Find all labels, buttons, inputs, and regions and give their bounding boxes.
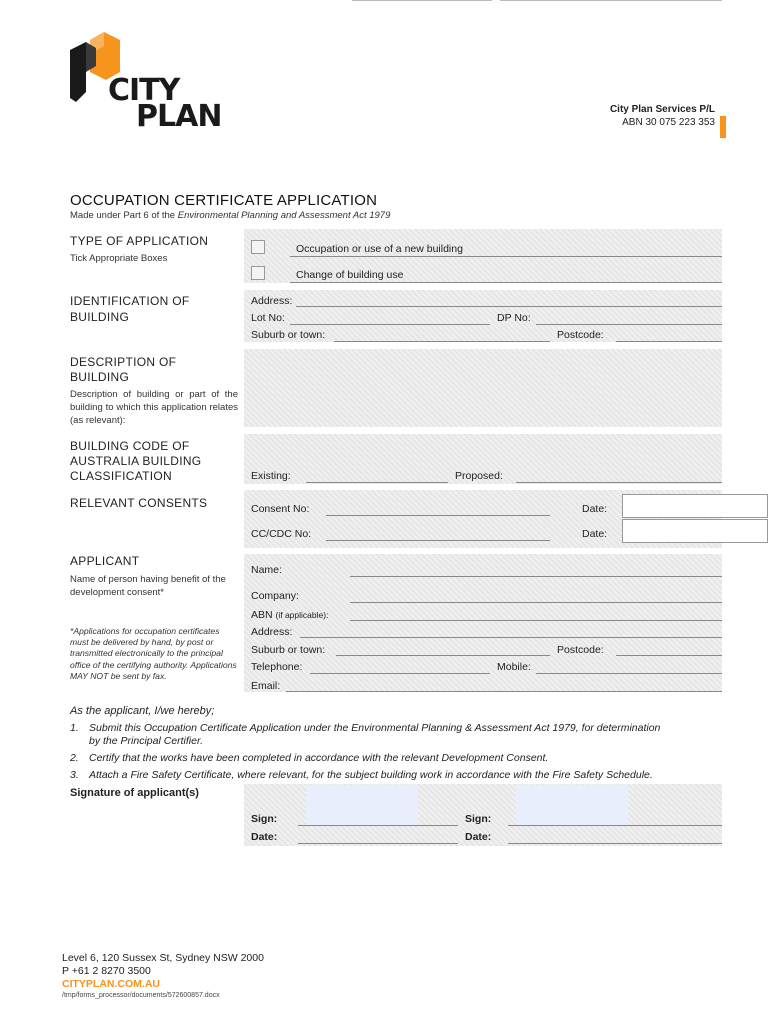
subtitle-act: Environmental Planning and Assessment Act 1979	[177, 210, 391, 221]
proposed-label: Proposed:	[455, 470, 503, 482]
type-section-label: TYPE OF APPLICATION	[70, 234, 209, 248]
postcode-input[interactable]	[616, 341, 722, 342]
dp-no-label: DP No:	[497, 312, 531, 324]
classification-label-1: BUILDING CODE OF	[70, 439, 190, 453]
lot-no-input[interactable]	[290, 324, 490, 325]
date-label-1: Date:	[251, 831, 278, 843]
company-name: City Plan Services P/L	[609, 104, 715, 115]
declaration-item1-line2: by the Principal Certifier.	[89, 735, 203, 747]
option-new-building: Occupation or use of a new building	[296, 243, 463, 255]
sign-box-2[interactable]	[516, 785, 628, 825]
telephone-label: Telephone:	[251, 661, 303, 673]
abn-text: ABN	[251, 609, 273, 621]
description-label-2: BUILDING	[70, 370, 130, 384]
cc-no-label: CC/CDC No:	[251, 528, 312, 540]
mobile-input[interactable]	[536, 673, 722, 674]
applicant-postcode-label: Postcode:	[557, 644, 604, 656]
page-subtitle	[70, 210, 390, 221]
telephone-input[interactable]	[310, 673, 490, 674]
suburb-label: Suburb or town:	[251, 329, 326, 341]
abn-input[interactable]	[350, 620, 722, 621]
checkbox-new-building[interactable]	[251, 240, 265, 254]
declaration-item2: Certify that the works have been completed in accordance with the relevant Development Consent.	[89, 752, 549, 764]
address-input[interactable]	[296, 306, 722, 307]
top-rule-right	[500, 0, 722, 1]
classification-label-2: AUSTRALIA BUILDING	[70, 454, 202, 468]
applicant-note: Name of person having benefit of the development consent*	[70, 574, 226, 598]
abn-label	[251, 609, 328, 621]
top-rule-left	[352, 0, 492, 1]
accent-bar	[720, 116, 726, 138]
identification-label-1: IDENTIFICATION OF	[70, 294, 190, 308]
option1-underline	[290, 256, 722, 257]
logo-line-2: PLAN	[136, 99, 222, 134]
footer-website[interactable]: CITYPLAN.COM.AU	[62, 978, 160, 990]
applicant-suburb-label: Suburb or town:	[251, 644, 326, 656]
consent-no-input[interactable]	[326, 515, 550, 516]
lot-no-label: Lot No:	[251, 312, 285, 324]
cc-date-input[interactable]	[622, 519, 768, 543]
consent-date-input[interactable]	[622, 494, 768, 518]
declaration-item3: Attach a Fire Safety Certificate, where relevant, for the subject building work in accordance with the Fire Safety Schedule.	[89, 769, 653, 781]
cc-date-label: Date:	[582, 528, 608, 540]
name-input[interactable]	[350, 576, 722, 577]
existing-input[interactable]	[306, 482, 448, 483]
subtitle-prefix: Made under Part 6 of the	[70, 210, 178, 221]
description-input[interactable]	[244, 349, 722, 427]
footer-filepath: /tmp/forms_processor/documents/572600857.docx	[62, 992, 220, 999]
company-label: Company:	[251, 590, 299, 602]
sign-line-2	[508, 825, 722, 826]
classification-label-3: CLASSIFICATION	[70, 469, 172, 483]
description-note: Description of building or part of the building to which this application relates (as relevant):	[70, 389, 238, 426]
sign-date-input-1[interactable]	[298, 843, 458, 844]
consent-no-label: Consent No:	[251, 503, 310, 515]
declaration-item1-num: 1.	[70, 722, 79, 734]
footer-phone: P +61 2 8270 3500	[62, 965, 151, 977]
address-label: Address:	[251, 295, 293, 307]
consents-label: RELEVANT CONSENTS	[70, 496, 208, 510]
company-input[interactable]	[350, 602, 722, 603]
applicant-address-label: Address:	[251, 626, 293, 638]
type-section-note: Tick Appropriate Boxes	[70, 253, 168, 264]
dp-no-input[interactable]	[536, 324, 722, 325]
sign-label-1: Sign:	[251, 813, 278, 825]
date-label-2: Date:	[465, 831, 492, 843]
email-label: Email:	[251, 680, 281, 692]
applicant-footnote: *Applications for occupation certificates must be delivered by hand, by post or transmitted electronically to the principal office of the certifying authority. Applications MAY NOT be sent by fax.	[70, 626, 237, 681]
option-change-use: Change of building use	[296, 269, 404, 281]
applicant-suburb-input[interactable]	[336, 655, 550, 656]
proposed-input[interactable]	[516, 482, 722, 483]
signature-heading: Signature of applicant(s)	[70, 787, 199, 799]
applicant-address-input[interactable]	[300, 637, 722, 638]
suburb-input[interactable]	[334, 341, 550, 342]
applicant-postcode-input[interactable]	[616, 655, 722, 656]
footer-address: Level 6, 120 Sussex St, Sydney NSW 2000	[62, 952, 264, 964]
logo-line-1: CITY	[108, 73, 180, 108]
checkbox-change-use[interactable]	[251, 266, 265, 280]
option2-underline	[290, 282, 722, 283]
mobile-label: Mobile:	[497, 661, 531, 673]
description-label-1: DESCRIPTION OF	[70, 355, 177, 369]
identification-label-2: BUILDING	[70, 310, 130, 324]
company-abn: ABN 30 075 223 353	[622, 117, 715, 128]
applicant-label: APPLICANT	[70, 554, 140, 568]
sign-date-input-2[interactable]	[508, 843, 722, 844]
consent-date-label: Date:	[582, 503, 608, 515]
declaration-item2-num: 2.	[70, 752, 79, 764]
declaration-item1-line1: Submit this Occupation Certificate Application under the Environmental Planning & Assessment Act 1979, for determination	[89, 722, 661, 734]
declaration-item3-num: 3.	[70, 769, 79, 781]
applicant-field-bg	[244, 554, 722, 692]
declaration-intro: As the applicant, I/we hereby;	[70, 705, 215, 717]
sign-box-1[interactable]	[306, 785, 418, 825]
email-input[interactable]	[286, 691, 722, 692]
cc-no-input[interactable]	[326, 540, 550, 541]
sign-label-2: Sign:	[465, 813, 492, 825]
name-label: Name:	[251, 564, 282, 576]
sign-line-1	[298, 825, 458, 826]
abn-note: (if applicable):	[275, 610, 329, 620]
page-title: OCCUPATION CERTIFICATE APPLICATION	[70, 192, 378, 209]
city-plan-logo	[68, 32, 238, 132]
existing-label: Existing:	[251, 470, 291, 482]
postcode-label: Postcode:	[557, 329, 604, 341]
